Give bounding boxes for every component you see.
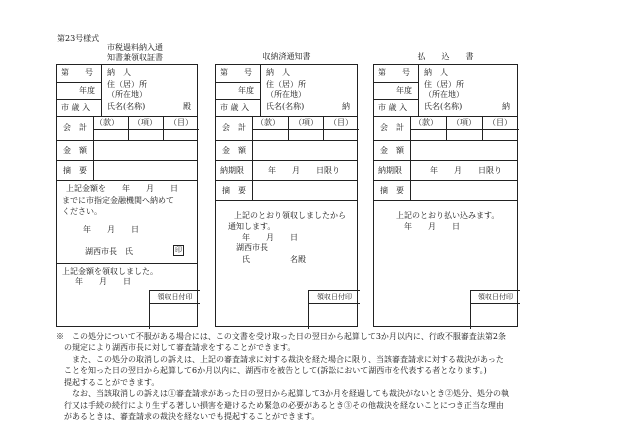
body-line: までに市指定金融機関へ納めて — [62, 196, 174, 205]
form1-title: 市税過料納入通 知書兼領収証書 — [107, 43, 163, 62]
nendo-label: 年度 — [238, 86, 254, 95]
stamp-label: 領収日付印 — [150, 291, 200, 304]
amount-label: 金 額 — [380, 146, 404, 155]
form1-box — [56, 64, 198, 327]
note-line: また、この処分の取消しの訴えは、上記の審査請求に対する裁決を経た場合に限り、当該審査請求に対する裁決があった — [56, 355, 504, 364]
col-kou: （項） — [133, 118, 157, 127]
body-line: 上記金額を 年 月 日 — [66, 184, 178, 193]
note-line: 行又は手続の続行により生ずる著しい損害を避けるため緊急の必要があるとき③その他裁決を経ないことにつき正当な理由 — [56, 401, 504, 410]
payer-suffix: 殿 — [183, 102, 191, 111]
payer-line: 住（居）所 — [107, 80, 147, 89]
payer-line: 氏名(名称) — [424, 102, 463, 111]
remarks-label: 摘 要 — [63, 166, 87, 175]
nendo-label: 年度 — [396, 86, 412, 95]
note-line: 提起することができます。 — [56, 378, 160, 387]
col-kou: （項） — [294, 118, 318, 127]
col-moku: （目） — [329, 118, 353, 127]
payer-line: 住（居）所 — [266, 80, 306, 89]
form3-title: 払 込 書 — [417, 52, 474, 61]
payer-line: （所在地） — [424, 90, 464, 99]
shisai-label: 市 歳 入 — [61, 103, 91, 112]
note-line: ことを知った日の翌日から起算して6か月以内に、湖西市を被告として(訴訟において湖西市を代表する者となります。) — [56, 366, 487, 375]
total-label: 会 計 — [380, 123, 404, 132]
note-line: の規定により湖西市長に対して審査請求をすることができます。 — [56, 343, 296, 352]
no-label: 第 号 — [220, 68, 252, 77]
total-label: 会 計 — [63, 123, 87, 132]
col-kan: （款） — [414, 118, 438, 127]
payer-suffix: 納 — [342, 102, 350, 111]
col-kan: （款） — [95, 118, 119, 127]
body-line: 年 月 日 — [404, 222, 460, 231]
stamp-label: 領収日付印 — [471, 291, 520, 304]
note-line: があるときは、審査請求の裁決を経ないでも提起することができます。 — [56, 412, 320, 421]
payer-line: 住（居）所 — [424, 80, 464, 89]
remarks-label: 摘 要 — [380, 186, 404, 195]
receipt-stamp-box — [470, 290, 520, 329]
body-line: 通知します。 — [228, 222, 276, 231]
issuer: 湖西市長 氏 — [85, 247, 133, 256]
form-number: 第23号様式 — [57, 34, 100, 43]
body-line: ください。 — [62, 207, 102, 216]
payer-line: 納 人 — [266, 68, 290, 77]
deadline-label: 納期限 — [220, 166, 244, 175]
col-moku: （目） — [488, 118, 512, 127]
payer-line: 氏名(名称) — [107, 102, 146, 111]
payer-line: （所在地） — [266, 90, 306, 99]
receipt-line: 上記金額を領収しました。 — [62, 267, 158, 276]
receipt-stamp-box — [308, 290, 360, 329]
receipt-date: 年 月 日 — [75, 277, 131, 286]
no-label: 第 号 — [378, 68, 410, 77]
body-line: 上記のとおり払い込みます。 — [396, 211, 500, 220]
remarks-label: 摘 要 — [222, 186, 246, 195]
deadline-value: 年 月 日限り — [430, 166, 502, 175]
stamp-label: 領収日付印 — [309, 291, 360, 304]
amount-label: 金 額 — [222, 146, 246, 155]
body-line: 氏 名殿 — [242, 255, 306, 264]
deadline-label: 納期限 — [378, 166, 402, 175]
body-line: 湖西市長 — [236, 243, 268, 252]
form2-title: 収納済通知書 — [262, 52, 311, 61]
note-line: なお、当該取消しの訴えは①審査請求があった日の翌日から起算して3か月を経過しても裁決がないとき②処分、処分の執 — [56, 389, 510, 398]
date-line: 年 月 日 — [83, 225, 139, 234]
seal-mark: 印 — [175, 246, 182, 254]
total-label: 会 計 — [222, 123, 246, 132]
form3-box — [373, 64, 518, 327]
note-line: ※ この処分について不服がある場合には、この文書を受け取った日の翌日から起算して3か月以内に、行政不服審査法第2条 — [56, 332, 507, 341]
payer-line: 納 人 — [424, 68, 448, 77]
body-line: 年 月 日 — [242, 233, 298, 242]
nendo-label: 年度 — [79, 86, 95, 95]
payer-line: 納 人 — [107, 68, 131, 77]
col-moku: （目） — [169, 118, 193, 127]
col-kan: （款） — [256, 118, 280, 127]
body-line: 上記のとおり領収しましたから — [234, 211, 346, 220]
amount-label: 金 額 — [63, 146, 87, 155]
form2-box — [215, 64, 358, 327]
payer-suffix: 納 — [502, 102, 510, 111]
shisai-label: 市 歳 入 — [220, 103, 250, 112]
deadline-value: 年 月 日限り — [268, 166, 340, 175]
receipt-stamp-box — [149, 290, 200, 329]
no-label: 第 号 — [61, 68, 93, 77]
shisai-label: 市 歳 入 — [378, 103, 408, 112]
payer-line: 氏名(名称) — [266, 102, 305, 111]
payer-line: （所在地） — [107, 90, 147, 99]
col-kou: （項） — [452, 118, 476, 127]
